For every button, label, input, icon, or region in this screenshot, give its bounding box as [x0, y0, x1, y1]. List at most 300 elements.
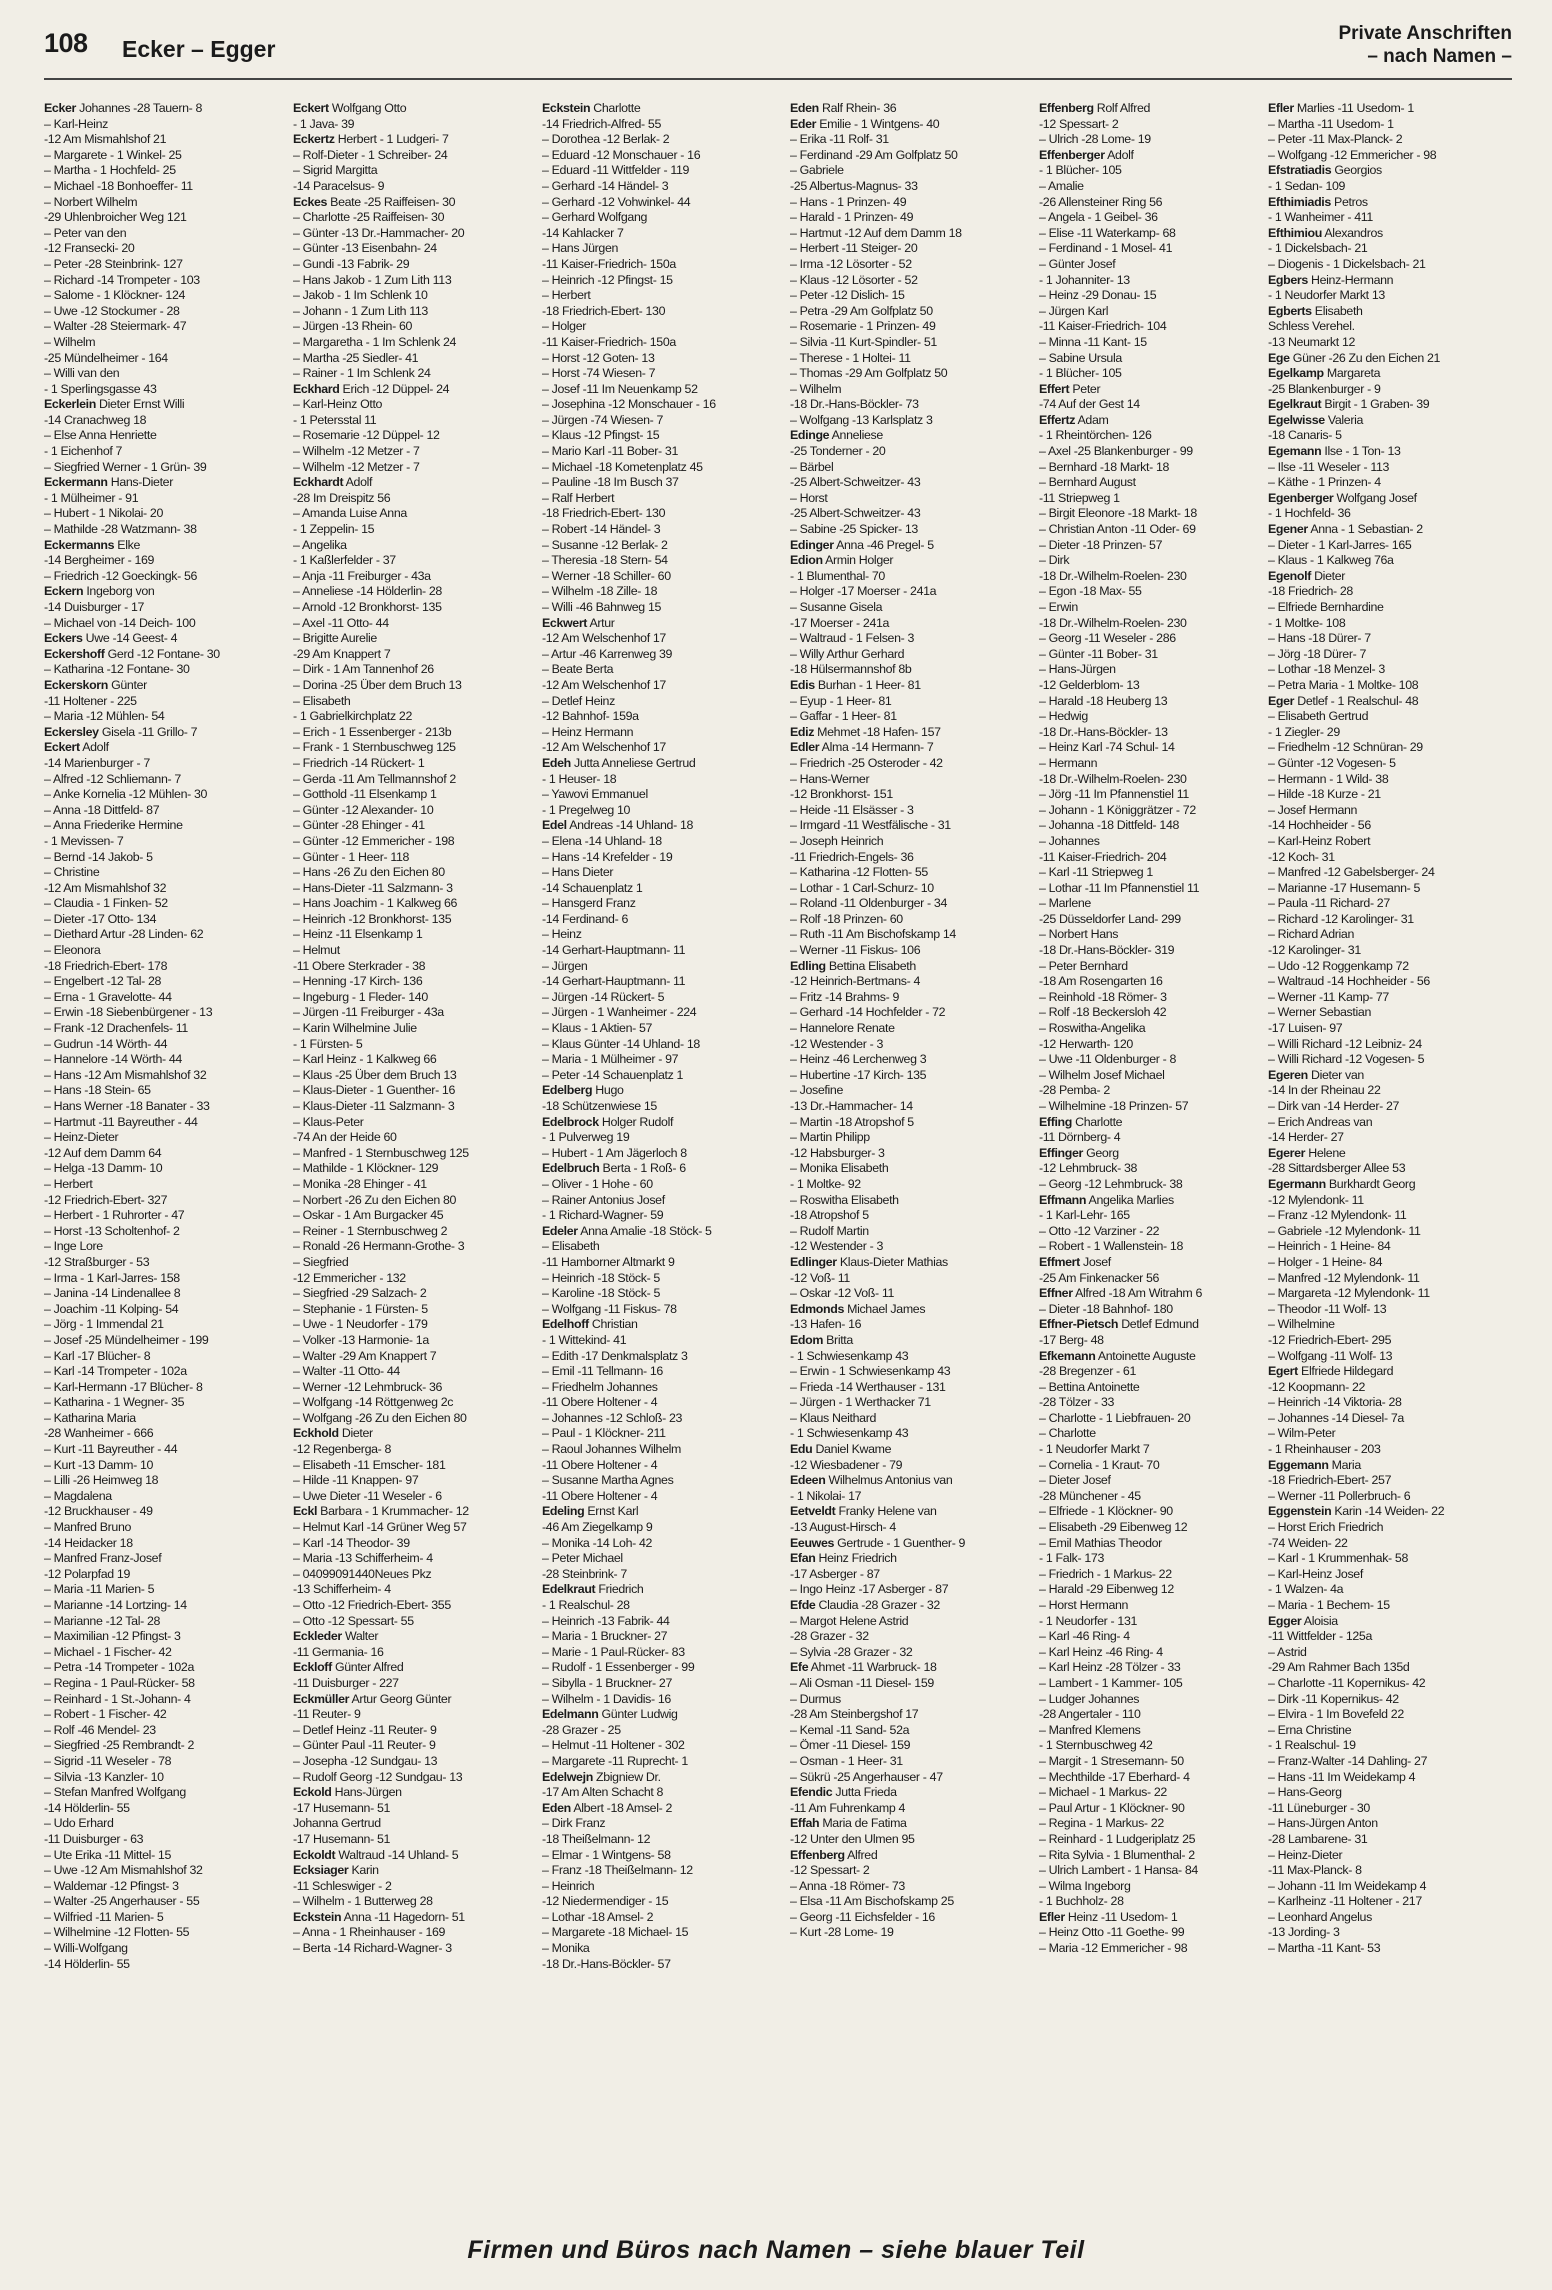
- surname-heading: Ecker: [44, 101, 77, 115]
- entry-text: – Günter -13 Dr.-Hammacher- 20: [293, 225, 465, 240]
- directory-entry: [542, 834, 780, 850]
- entry-text: – Bernd -14 Jakob- 5: [44, 849, 153, 864]
- directory-entry: [293, 1925, 531, 1941]
- directory-entry: [790, 1083, 1028, 1099]
- directory-entry: [542, 475, 780, 491]
- entry-text: – Elise -11 Waterkamp- 68: [1039, 225, 1176, 240]
- directory-entry: [790, 1286, 1028, 1302]
- directory-entry: [1039, 382, 1277, 398]
- directory-entry: [1039, 1536, 1277, 1552]
- directory-entry: [293, 1224, 531, 1240]
- directory-entry: [790, 725, 1028, 741]
- directory-entry: [44, 132, 282, 148]
- surname-heading: Eetveldt: [790, 1504, 836, 1519]
- entry-text: -18 Friedrich-Ebert- 178: [44, 958, 168, 973]
- entry-text: - 1 Pulverweg 19: [542, 1130, 630, 1145]
- entry-text: Karin -14 Weiden- 22: [1331, 1504, 1445, 1519]
- entry-text: – Holger: [542, 319, 587, 334]
- entry-text: - 1 Walzen- 4a: [1268, 1582, 1344, 1597]
- entry-text: – Silvia -11 Kurt-Spindler- 51: [790, 334, 937, 349]
- directory-entry: [293, 1442, 531, 1458]
- directory-entry: [542, 397, 780, 413]
- entry-text: Karin: [348, 1863, 379, 1878]
- directory-entry: [542, 1021, 780, 1037]
- directory-entry: [44, 117, 282, 133]
- directory-entry: [1268, 1723, 1506, 1739]
- directory-entry: [1268, 740, 1506, 756]
- entry-text: – Frank -12 Drachenfels- 11: [44, 1021, 188, 1036]
- directory-entry: [1039, 460, 1277, 476]
- directory-entry: [1039, 1208, 1277, 1224]
- entry-text: – Hansgerd Franz: [542, 896, 636, 911]
- entry-text: -12 Koopmann- 22: [1268, 1379, 1366, 1394]
- entry-text: -13 Dr.-Hammacher- 14: [790, 1099, 913, 1113]
- directory-entry: [542, 772, 780, 788]
- entry-text: Gerd -12 Fontane- 30: [104, 646, 220, 661]
- entry-text: – Heinz-Dieter: [1268, 1847, 1343, 1862]
- entry-text: – Kurt -11 Bayreuther - 44: [44, 1442, 178, 1457]
- directory-entry: [293, 600, 531, 616]
- directory-columns: [44, 101, 1516, 2226]
- entry-text: - 1 Hochfeld- 36: [1268, 506, 1351, 521]
- directory-entry: [790, 818, 1028, 834]
- entry-text: -18 Dr.-Hans-Böckler- 57: [542, 1956, 671, 1971]
- surname-heading: Egert: [1268, 1364, 1298, 1379]
- directory-entry: [790, 1598, 1028, 1614]
- entry-text: -18 Friedrich-Ebert- 257: [1268, 1473, 1392, 1488]
- directory-entry: [1039, 959, 1277, 975]
- surname-heading: Effner-Pietsch: [1039, 1317, 1119, 1332]
- entry-text: -12 Friedrich-Ebert- 327: [44, 1192, 168, 1207]
- entry-text: – Walter -11 Otto- 44: [293, 1364, 400, 1379]
- surname-heading: Egger: [1268, 1613, 1302, 1628]
- directory-entry: [1039, 756, 1277, 772]
- directory-entry: [1268, 709, 1506, 725]
- entry-text: -12 Spessart- 2: [790, 1863, 870, 1878]
- entry-text: Günter Alfred: [331, 1660, 404, 1675]
- surname-heading: Effenberger: [1039, 147, 1105, 162]
- entry-text: – Heinrich -18 Stöck- 5: [542, 1270, 660, 1285]
- directory-entry: [44, 959, 282, 975]
- directory-entry: [1039, 1785, 1277, 1801]
- entry-text: – Jörg -11 Im Pfannenstiel 11: [1039, 787, 1189, 802]
- directory-entry: [293, 1193, 531, 1209]
- entry-text: – Kurt -28 Lome- 19: [790, 1925, 894, 1940]
- entry-text: -28 Im Dreispitz 56: [293, 490, 391, 505]
- entry-text: -18 Hülsermannshof 8b: [790, 662, 912, 677]
- entry-text: – Anneliese -14 Hölderlin- 28: [293, 584, 442, 599]
- entry-text: – Sibylla - 1 Bruckner- 27: [542, 1675, 673, 1690]
- entry-text: – Günter Paul -11 Reuter- 9: [293, 1738, 436, 1753]
- entry-text: – Heinz Karl -74 Schul- 14: [1039, 740, 1175, 755]
- directory-entry: [1268, 1910, 1506, 1926]
- entry-text: Artur Georg Günter: [349, 1691, 452, 1706]
- entry-text: – Michael von -14 Deich- 100: [44, 615, 196, 630]
- directory-entry: [44, 803, 282, 819]
- entry-text: - 1 Eichenhof 7: [44, 444, 123, 459]
- directory-entry: [1268, 1707, 1506, 1723]
- surname-heading: Eckleder: [293, 1629, 342, 1644]
- directory-column-4: [790, 101, 1028, 2226]
- entry-text: -14 Herder- 27: [1268, 1130, 1344, 1145]
- entry-text: – Uwe -12 Stockumer - 28: [44, 303, 180, 318]
- directory-entry: [44, 1645, 282, 1661]
- directory-entry: [1268, 335, 1506, 351]
- directory-entry: [542, 1068, 780, 1084]
- directory-entry: [790, 1177, 1028, 1193]
- directory-entry: [790, 943, 1028, 959]
- entry-text: Walter: [341, 1629, 379, 1644]
- directory-entry: [542, 1115, 780, 1131]
- directory-entry: [1039, 1816, 1277, 1832]
- entry-text: – Sükrü -25 Angerhauser - 47: [790, 1769, 943, 1784]
- directory-entry: [790, 1738, 1028, 1754]
- entry-text: – Franz-Walter -14 Dahling- 27: [1268, 1753, 1428, 1768]
- entry-text: Heinz Friedrich: [815, 1551, 897, 1566]
- entry-text: – Dieter -18 Prinzen- 57: [1039, 537, 1163, 552]
- entry-text: - 1 Rheintörchen- 126: [1039, 428, 1152, 443]
- entry-text: Angelika Marlies: [1086, 1192, 1174, 1207]
- entry-text: - 1 Schwiesenkamp 43: [790, 1348, 909, 1363]
- directory-entry: [542, 912, 780, 928]
- directory-entry: [790, 1161, 1028, 1177]
- entry-text: Josef: [1079, 1254, 1111, 1269]
- entry-text: – Uwe Dieter -11 Weseler - 6: [293, 1488, 442, 1503]
- entry-text: – Elisabeth Gertrud: [1268, 709, 1369, 724]
- directory-entry: [293, 1380, 531, 1396]
- surname-heading: Effertz: [1039, 412, 1076, 427]
- directory-entry: [1268, 1660, 1506, 1676]
- entry-text: – Willi-Wolfgang: [44, 1941, 128, 1956]
- directory-entry: [293, 304, 531, 320]
- entry-text: – Marianne -12 Tal- 28: [44, 1613, 161, 1628]
- directory-entry: [44, 912, 282, 928]
- directory-entry: [542, 163, 780, 179]
- directory-entry: [790, 319, 1028, 335]
- entry-text: – Axel -25 Blankenburger - 99: [1039, 444, 1193, 459]
- directory-entry: [542, 1224, 780, 1240]
- entry-text: Dieter van: [1307, 1067, 1364, 1082]
- directory-entry: [293, 1130, 531, 1146]
- entry-text: – Klaus-Peter: [293, 1114, 364, 1129]
- directory-entry: [1039, 1083, 1277, 1099]
- entry-text: Adolf: [343, 475, 373, 490]
- entry-text: – 04099091440Neues Pkz: [293, 1566, 432, 1581]
- entry-text: – Karl -46 Ring- 4: [1039, 1629, 1130, 1644]
- entry-text: – Birgit Eleonore -18 Markt- 18: [1039, 506, 1197, 521]
- entry-text: – Manfred Klemens: [1039, 1722, 1141, 1737]
- entry-text: – Katharina - 1 Wegner- 35: [44, 1395, 185, 1410]
- directory-entry: [790, 1692, 1028, 1708]
- directory-entry: [1268, 584, 1506, 600]
- directory-entry: [44, 1536, 282, 1552]
- entry-text: – Emil Mathias Theodor: [1039, 1535, 1162, 1550]
- entry-text: – Oskar -12 Voß- 11: [790, 1286, 894, 1301]
- directory-entry: [542, 491, 780, 507]
- entry-text: – Werner Sebastian: [1268, 1005, 1371, 1020]
- directory-entry: [44, 366, 282, 382]
- entry-text: -12 Wiesbadener - 79: [790, 1457, 903, 1472]
- entry-text: – Salome - 1 Klöckner- 124: [44, 288, 186, 303]
- entry-text: – Thomas -29 Am Golfplatz 50: [790, 366, 948, 381]
- entry-text: - 1 Pregelweg 10: [542, 802, 631, 817]
- entry-text: – Heinz -29 Donau- 15: [1039, 288, 1157, 303]
- entry-text: -28 Lambarene- 31: [1268, 1831, 1368, 1846]
- directory-entry: [1039, 475, 1277, 491]
- directory-entry: [293, 397, 531, 413]
- directory-entry: [1039, 366, 1277, 382]
- directory-entry: [1039, 1037, 1277, 1053]
- directory-entry: [44, 1770, 282, 1786]
- entry-text: – Siegfried Werner - 1 Grün- 39: [44, 459, 207, 474]
- entry-text: – Wilhelm Josef Michael: [1039, 1067, 1165, 1082]
- entry-text: - 1 Falk- 173: [1039, 1551, 1105, 1566]
- entry-text: -28 Grazer - 25: [542, 1722, 621, 1737]
- directory-entry: [1268, 1879, 1506, 1895]
- entry-text: – Claudia - 1 Finken- 52: [44, 896, 168, 911]
- entry-text: – Jürgen -13 Rhein- 60: [293, 319, 413, 334]
- entry-text: – Karl -14 Theodor- 39: [293, 1535, 410, 1550]
- surname-heading: Edinger: [790, 537, 834, 552]
- entry-text: - 1 Fürsten- 5: [293, 1036, 363, 1051]
- entry-text: – Klaus-Dieter -11 Salzmann- 3: [293, 1099, 455, 1113]
- entry-text: – Manfred -12 Mylendonk- 11: [1268, 1270, 1420, 1285]
- entry-text: – Edith -17 Denkmalsplatz 3: [542, 1348, 688, 1363]
- entry-text: Beate -25 Raiffeisen- 30: [327, 194, 456, 209]
- entry-text: – Paul Artur - 1 Klöckner- 90: [1039, 1800, 1185, 1815]
- entry-text: -12 Bahnhof- 159a: [542, 709, 639, 724]
- directory-entry: [1039, 1520, 1277, 1536]
- entry-text: – Hans -14 Krefelder - 19: [542, 849, 673, 864]
- directory-entry: [542, 896, 780, 912]
- entry-text: – Heinz Otto -11 Goethe- 99: [1039, 1925, 1185, 1940]
- entry-text: – Ralf Herbert: [542, 490, 615, 505]
- entry-text: - 1 Blücher- 105: [1039, 163, 1122, 178]
- entry-text: – Wilhelmine -18 Prinzen- 57: [1039, 1099, 1189, 1113]
- directory-entry: [293, 959, 531, 975]
- directory-entry: [293, 288, 531, 304]
- entry-text: – Rudolf - 1 Essenberger - 99: [542, 1660, 695, 1675]
- entry-text: – Hannelore Renate: [790, 1021, 895, 1036]
- entry-text: -11 Kaiser-Friedrich- 150a: [542, 334, 676, 349]
- directory-entry: [44, 1161, 282, 1177]
- directory-entry: [1039, 1333, 1277, 1349]
- surname-heading: Edeling: [542, 1504, 585, 1519]
- entry-text: – Otto -12 Spessart- 55: [293, 1613, 414, 1628]
- directory-entry: [542, 1052, 780, 1068]
- entry-text: Britta: [823, 1332, 853, 1347]
- directory-entry: [44, 288, 282, 304]
- directory-entry: [1268, 1458, 1506, 1474]
- directory-entry: [293, 569, 531, 585]
- entry-text: – Peter van den: [44, 225, 127, 240]
- directory-entry: [293, 460, 531, 476]
- directory-entry: [44, 1910, 282, 1926]
- entry-text: – Maria -11 Marien- 5: [44, 1582, 155, 1597]
- directory-entry: [1268, 974, 1506, 990]
- entry-text: - 1 Wanheimer - 411: [1268, 210, 1373, 225]
- directory-entry: [1039, 101, 1277, 117]
- entry-text: – Martha -11 Usedom- 1: [1268, 116, 1394, 131]
- directory-entry: [542, 1614, 780, 1630]
- entry-text: – Ronald -26 Hermann-Grothe- 3: [293, 1239, 465, 1254]
- directory-entry: [790, 1785, 1028, 1801]
- entry-text: – Josef Hermann: [1268, 802, 1358, 817]
- directory-entry: [1039, 1364, 1277, 1380]
- directory-entry: [293, 1863, 531, 1879]
- directory-entry: [1039, 1629, 1277, 1645]
- surname-heading: Efan: [790, 1551, 816, 1566]
- directory-entry: [44, 273, 282, 289]
- entry-text: -18 Friedrich- 28: [1268, 584, 1353, 599]
- entry-text: – Richard -12 Karolinger- 31: [1268, 911, 1414, 926]
- directory-entry: [542, 1130, 780, 1146]
- entry-text: – Wolfgang -11 Wolf- 13: [1268, 1348, 1393, 1363]
- directory-entry: [1039, 974, 1277, 990]
- directory-entry: [44, 1551, 282, 1567]
- surname-heading: Egermann: [1268, 1176, 1326, 1191]
- entry-text: – Engelbert -12 Tal- 28: [44, 974, 162, 989]
- directory-entry: [293, 506, 531, 522]
- directory-entry: [542, 1504, 780, 1520]
- entry-text: – Friedrich - 1 Markus- 22: [1039, 1566, 1172, 1581]
- directory-entry: [44, 1785, 282, 1801]
- entry-text: Anna -46 Pregel- 5: [833, 537, 934, 552]
- directory-entry: [1039, 1317, 1277, 1333]
- entry-text: Burkhardt Georg: [1325, 1176, 1416, 1191]
- entry-text: -17 Berg- 48: [1039, 1332, 1104, 1347]
- entry-text: – Monika -14 Loh- 42: [542, 1535, 653, 1550]
- surname-heading: Edeen: [790, 1473, 826, 1488]
- entry-text: – Josef -11 Im Neuenkamp 52: [542, 381, 698, 396]
- entry-text: – Dorothea -12 Berlak- 2: [542, 132, 670, 147]
- entry-text: -12 Westender - 3: [790, 1239, 883, 1254]
- surname-heading: Edion: [790, 553, 823, 568]
- directory-entry: [1268, 132, 1506, 148]
- directory-entry: [293, 1910, 531, 1926]
- directory-entry: [790, 1193, 1028, 1209]
- entry-text: – Detlef Heinz -11 Reuter- 9: [293, 1722, 437, 1737]
- directory-entry: [44, 787, 282, 803]
- entry-text: -11 Obere Sterkrader - 38: [293, 958, 426, 973]
- entry-text: Alfred -18 Am Witrahm 6: [1072, 1286, 1203, 1301]
- entry-text: -14 Duisburger - 17: [44, 600, 145, 614]
- directory-entry: [542, 1598, 780, 1614]
- directory-entry: [542, 1801, 780, 1817]
- directory-entry: [293, 1115, 531, 1131]
- entry-text: – Elisabeth -11 Emscher- 181: [293, 1457, 446, 1472]
- entry-text: Dieter: [1310, 568, 1346, 583]
- entry-text: – Richard -14 Trompeter - 103: [44, 272, 200, 287]
- directory-entry: [542, 1910, 780, 1926]
- entry-text: Burhan - 1 Heer- 81: [814, 677, 921, 692]
- directory-entry: [542, 1551, 780, 1567]
- directory-entry: [1039, 553, 1277, 569]
- directory-entry: [44, 725, 282, 741]
- directory-entry: [1039, 1239, 1277, 1255]
- directory-entry: [1039, 1832, 1277, 1848]
- directory-entry: [44, 241, 282, 257]
- entry-text: – Friedhelm Johannes: [542, 1379, 658, 1394]
- directory-entry: [790, 1239, 1028, 1255]
- directory-entry: [790, 117, 1028, 133]
- directory-entry: [542, 1567, 780, 1583]
- directory-entry: [790, 304, 1028, 320]
- directory-entry: [1039, 538, 1277, 554]
- directory-entry: [293, 616, 531, 632]
- entry-text: – Diethard Artur -28 Linden- 62: [44, 927, 204, 942]
- entry-text: Anneliese: [829, 428, 883, 443]
- entry-text: – Uwe - 1 Neudorfer - 179: [293, 1317, 428, 1332]
- directory-entry: [44, 538, 282, 554]
- entry-text: – Angelika: [293, 537, 347, 552]
- surname-heading: Egbers: [1268, 272, 1308, 287]
- directory-entry: [1268, 1005, 1506, 1021]
- entry-text: -12 Bronkhorst- 151: [790, 787, 893, 802]
- entry-text: – Waltraud -14 Hochheider - 56: [1268, 974, 1430, 989]
- entry-text: Artur: [587, 615, 615, 630]
- directory-entry: [293, 1333, 531, 1349]
- entry-text: – Georg -11 Weseler - 286: [1039, 631, 1176, 646]
- directory-entry: [790, 1302, 1028, 1318]
- directory-entry: [542, 927, 780, 943]
- directory-entry: [293, 1099, 531, 1115]
- entry-text: – Raoul Johannes Wilhelm: [542, 1442, 681, 1457]
- directory-entry: [542, 1941, 780, 1957]
- entry-text: Ernst Karl: [584, 1504, 639, 1519]
- entry-text: – Holger - 1 Heine- 84: [1268, 1254, 1383, 1269]
- directory-entry: [790, 1130, 1028, 1146]
- entry-text: -14 Schauenplatz 1: [542, 880, 643, 895]
- directory-entry: [1268, 1442, 1506, 1458]
- directory-entry: [293, 475, 531, 491]
- directory-entry: [542, 569, 780, 585]
- entry-text: – Anja -11 Freiburger - 43a: [293, 568, 431, 583]
- directory-entry: [293, 1832, 531, 1848]
- directory-entry: [790, 1707, 1028, 1723]
- surname-heading: Eggenstein: [1268, 1504, 1332, 1519]
- directory-entry: [44, 475, 282, 491]
- directory-entry: [790, 616, 1028, 632]
- entry-text: – Ute Erika -11 Mittel- 15: [44, 1847, 172, 1862]
- surname-heading: Eckers: [44, 631, 83, 646]
- directory-entry: [1268, 1754, 1506, 1770]
- entry-text: Detlef Edmund: [1118, 1317, 1199, 1332]
- surname-heading: Eckersley: [44, 724, 99, 739]
- entry-text: – Monika: [542, 1941, 590, 1956]
- directory-entry: [1268, 382, 1506, 398]
- entry-text: – Udo Erhard: [44, 1816, 114, 1831]
- directory-entry: [1039, 1551, 1277, 1567]
- directory-entry: [293, 1286, 531, 1302]
- entry-text: – Johann - 1 Königgrätzer - 72: [1039, 802, 1196, 817]
- entry-text: – Katharina Maria: [44, 1410, 136, 1425]
- entry-text: – Rolf -18 Beckersloh 42: [1039, 1005, 1167, 1020]
- entry-text: – Johann - 1 Zum Lith 113: [293, 303, 428, 318]
- surname-heading: Eckold: [293, 1785, 332, 1800]
- directory-entry: [790, 631, 1028, 647]
- directory-entry: [293, 382, 531, 398]
- directory-entry: [1039, 1271, 1277, 1287]
- directory-entry: [790, 1099, 1028, 1115]
- directory-entry: [790, 1458, 1028, 1474]
- directory-entry: [44, 1442, 282, 1458]
- entry-text: – Karlheinz -11 Holtener - 217: [1268, 1894, 1422, 1909]
- directory-entry: [293, 943, 531, 959]
- directory-entry: [1039, 1738, 1277, 1754]
- entry-text: -25 Tonderner - 20: [790, 444, 886, 459]
- entry-text: – Dirk - 1 Am Tannenhof 26: [293, 662, 434, 677]
